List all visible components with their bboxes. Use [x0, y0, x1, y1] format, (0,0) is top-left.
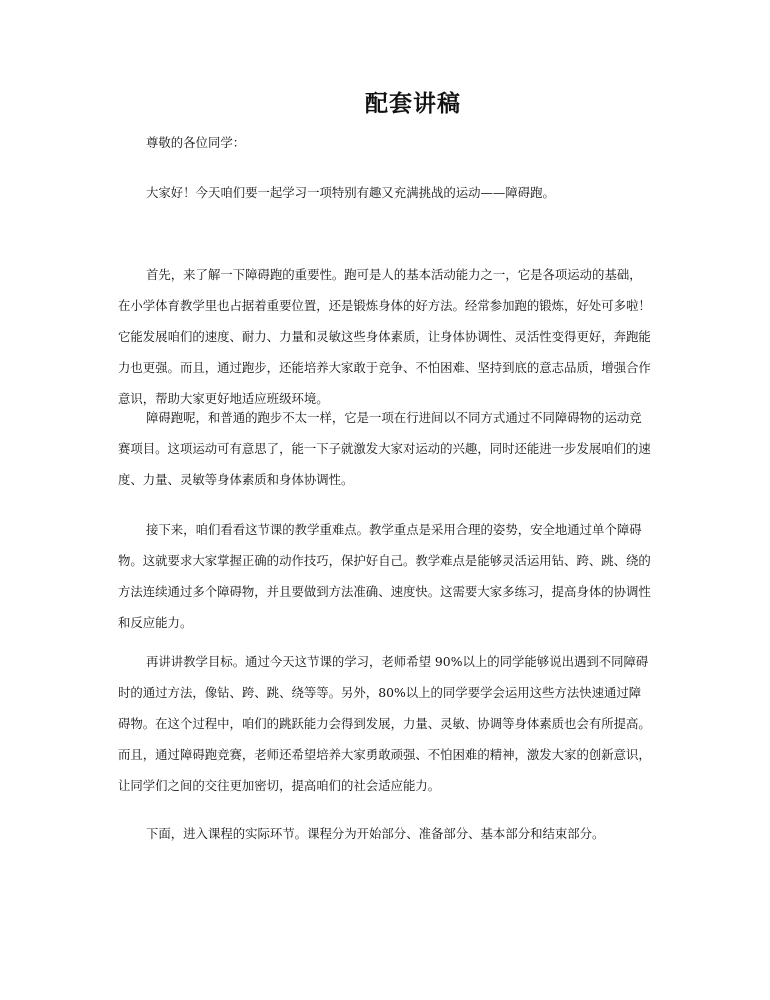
paragraph-teaching-goals: 再讲讲教学目标。通过今天这节课的学习，老师希望 90%以上的同学能够说出遇到不同障碍时的通过方法，像钻、跨、跳、绕等等。另外，80%以上的同学要学会运用这些方法快速通过障碍物。在这个过程中，咱们的跳跃能力会得到发展，力量、灵敏、协调等身体素质也会有所提高。而且，通过障碍跑竞赛，老师还希望培养大家勇敢顽强、不怕困难的精神，激发大家的创新意识，让同学们之间的交往更加密切，提高咱们的社会适应能力。 [118, 654, 651, 793]
paragraph-key-points: 接下来，咱们看看这节课的教学重难点。教学重点是采用合理的姿势，安全地通过单个障碍物。这就要求大家掌握正确的动作技巧，保护好自己。教学难点是能够灵活运用钻、跨、跳、绕的方法连续通过多个障碍物，并且要做到方法准确、速度快。这需要大家多练习，提高身体的协调性和反应能力。 [118, 522, 651, 630]
document-title: 配套讲稿 [365, 90, 461, 117]
paragraph-obstacle-run-intro: 障碍跑呢，和普通的跑步不太一样，它是一项在行进间以不同方式通过不同障碍物的运动竞赛项目。这项运动可有意思了，能一下子就激发大家对运动的兴趣，同时还能进一步发展咱们的速度、力量、灵敏等身体素质和身体协调性。 [118, 410, 651, 487]
paragraph-greeting: 大家好！今天咱们要一起学习一项特别有趣又充满挑战的运动——障碍跑。 [146, 185, 555, 200]
paragraph-importance: 首先，来了解一下障碍跑的重要性。跑可是人的基本活动能力之一，它是各项运动的基础，在小学体育教学里也占据着重要位置，还是锻炼身体的好方法。经常参加跑的锻炼，好处可多啦！它能发展咱们的速度、耐力、力量和灵敏这些身体素质，让身体协调性、灵活性变得更好，奔跑能力也更强。而且，通过跑步，还能培养大家敢于竞争、不怕困难、坚持到底的意志品质，增强合作意识，帮助大家更好地适应班级环境。 [118, 267, 651, 406]
salutation: 尊敬的各位同学： [146, 135, 246, 150]
paragraph-course-structure: 下面，进入课程的实际环节。课程分为开始部分、准备部分、基本部分和结束部分。 [146, 826, 605, 841]
